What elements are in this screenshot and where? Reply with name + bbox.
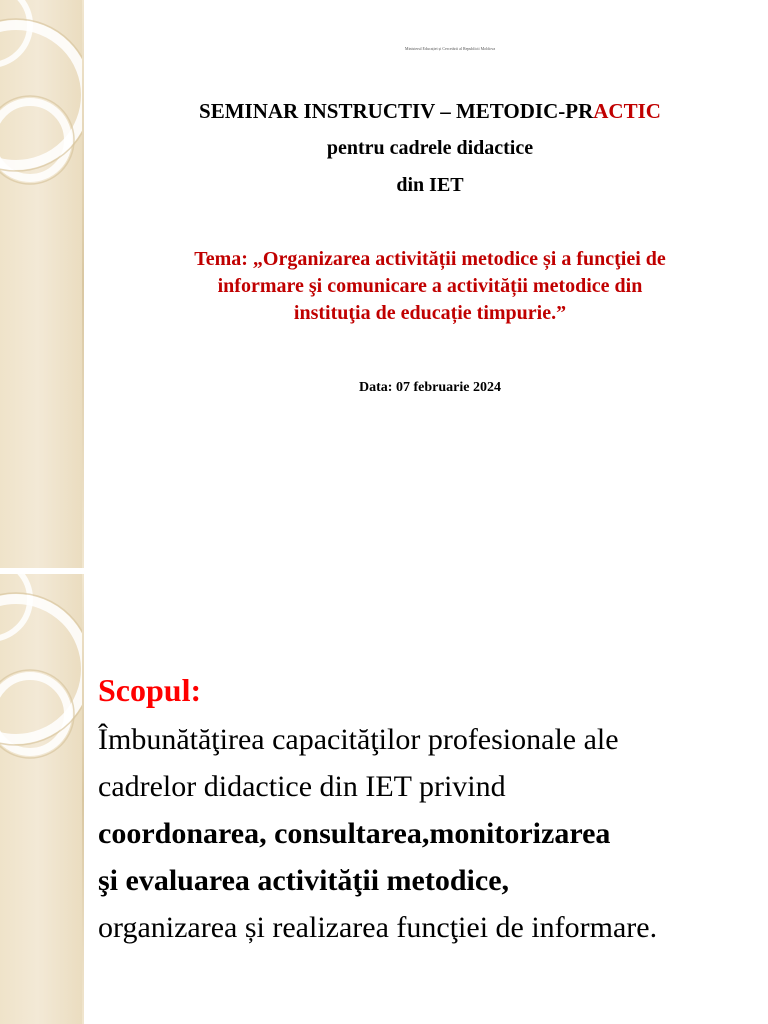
tema-line: instituţia de educație timpurie.”	[293, 302, 567, 324]
scopul-body	[98, 716, 758, 951]
subtitle-audience: pentru cadrele didactice	[326, 137, 534, 159]
header-small-text: Ministerul Educației și Cercetării al Republicii Moldova	[404, 46, 496, 51]
tema-line: informare şi comunicare a activității metodice din	[217, 275, 643, 297]
scopul-line: organizarea și realizarea funcţiei de informare.	[98, 911, 658, 944]
decorative-side-band	[0, 0, 84, 568]
scopul-line-bold: şi evaluarea activităţii metodice,	[98, 864, 510, 897]
tema-line: Tema: „Organizarea activității metodice și a funcţiei de	[194, 248, 666, 270]
tema-block	[112, 246, 748, 327]
title-red-part: ACTIC	[593, 99, 661, 123]
scopul-heading: Scopul:	[98, 672, 202, 708]
scopul-line: Îmbunătăţirea capacităţilor profesionale ale	[98, 723, 619, 756]
seminar-title	[100, 98, 760, 124]
decorative-side-band	[0, 574, 84, 1024]
decorative-circles-graphic	[0, 0, 84, 568]
decorative-circles-graphic	[0, 574, 84, 1024]
scopul-line: cadrelor didactice din IET privind	[98, 770, 506, 803]
scopul-line-bold: coordonarea, consultarea,monitorizarea	[98, 817, 611, 850]
slide-2	[0, 574, 768, 1024]
subtitle-institution: din IET	[396, 174, 464, 196]
title-black-part: SEMINAR INSTRUCTIV – METODIC-PR	[199, 99, 594, 123]
seminar-date: Data: 07 februarie 2024	[359, 380, 501, 395]
